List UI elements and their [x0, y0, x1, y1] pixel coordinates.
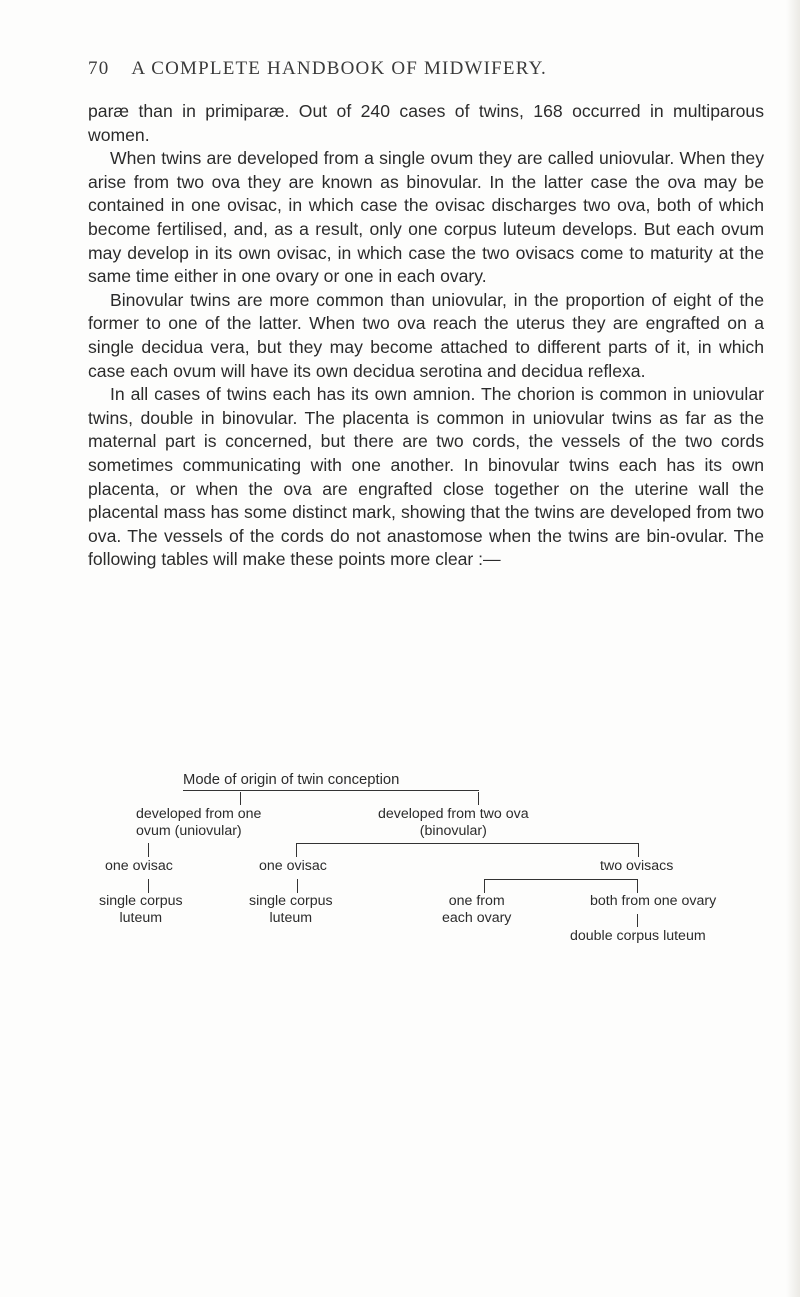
connector [148, 879, 149, 893]
paragraph-3: Binovular twins are more common than uniovular, in the proportion of eight of the former to one of the latter. When two ova reach the uterus they are engrafted on a single decidua vera, but they may become attached to different parts of it, in which case each ovum will have its own decidua serotina and decidua reflexa. [88, 289, 764, 381]
single-corpus-binovular: single corpus luteum [249, 893, 333, 926]
one-ovisac-uniovular: one ovisac [105, 858, 173, 874]
both-from-one-ovary: both from one ovary [590, 893, 717, 909]
single-corpus-uniovular: single corpus luteum [99, 893, 183, 926]
connector [296, 843, 297, 857]
connector [297, 879, 298, 893]
running-title: A COMPLETE HANDBOOK OF MIDWIFERY. [131, 58, 547, 79]
diagram-title: Mode of origin of twin conception [183, 772, 400, 788]
two-ovisacs: two ovisacs [600, 858, 674, 874]
connector [240, 792, 241, 805]
two-ovisacs-branch-line [484, 879, 638, 880]
paragraph-1: paræ than in primiparæ. Out of 240 cases of twins, 168 occurred in multiparous women. [88, 101, 764, 145]
binovular-label: developed from two ova (binovular) [378, 806, 529, 839]
uniovular-label: developed from one ovum (uniovular) [136, 806, 262, 839]
connector [148, 843, 149, 857]
binovular-branch-line [296, 843, 639, 844]
connector [478, 792, 479, 805]
body-text [88, 100, 764, 572]
page-edge-shadow [786, 0, 800, 1297]
one-ovisac-binovular: one ovisac [259, 858, 327, 874]
connector [484, 879, 485, 893]
one-from-each-ovary: one from each ovary [442, 893, 512, 926]
connector [637, 879, 638, 893]
paragraph-4: In all cases of twins each has its own amnion. The chorion is common in uniovular twins, double in binovular. The placenta is common in uniovular twins as far as the maternal part is concerned, but there are two cords, the vessels of the two cords sometimes communicating with one another. In binovular twins each has its own placenta, or when the ova are engrafted close together on the uterine wall the placental mass has some distinct mark, showing that the twins are developed from two ova. The vessels of the cords do not anastomose when the twins are bin-ovular. The following tables will make these points more clear :— [88, 384, 764, 570]
paragraph-2: When twins are developed from a single ovum they are called uniovular. When they arise from two ova they are known as binovular. In the latter case the ova may be contained in one ovisac, in which case the ovisac discharges two ova, both of which become fertilised, and, as a result, only one corpus luteum develops. But each ovum may develop in its own ovisac, in which case the two ovisacs come to maturity at the same time either in one ovary or one in each ovary. [88, 148, 764, 287]
running-head [88, 58, 728, 80]
connector [638, 843, 639, 857]
double-corpus-luteum: double corpus luteum [570, 928, 706, 944]
title-underline [183, 790, 479, 791]
page-number: 70 [88, 58, 110, 79]
connector [637, 914, 638, 927]
